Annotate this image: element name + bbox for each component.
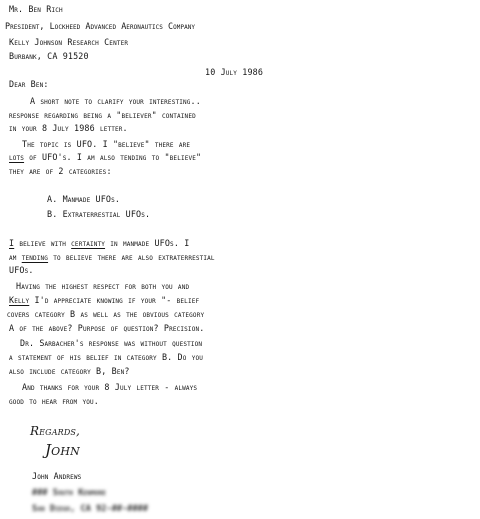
paragraph-1-line-2: response regarding being a "believer" contained	[9, 110, 196, 120]
recipient-address-1: Kelly Johnson Research Center	[9, 37, 129, 47]
paragraph-2-line-1: The topic is UFO. I "believe" there are	[22, 139, 191, 149]
sender-name: John Andrews	[32, 471, 82, 481]
paragraph-5-line-2: a statement of his belief in category B. Do you	[9, 352, 203, 362]
sender-address-redacted-2: San Diego, CA 92-##-####	[32, 503, 149, 513]
paragraph-3-line-3: UFOs.	[9, 265, 34, 275]
paragraph-3-line-1	[9, 239, 189, 247]
emphasis-tending: tending	[21, 252, 49, 262]
handwritten-signature: John	[45, 441, 80, 459]
emphasis-certainty: certainty	[71, 238, 106, 248]
paragraph-1-line-3: in your 8 July 1986 letter.	[9, 123, 128, 133]
paragraph-3-line-2-rest: to believe there are also extraterrestial	[48, 252, 215, 262]
closing: Regards,	[30, 424, 80, 438]
paragraph-1-line-1: A short note to clarify your interesting..	[30, 96, 201, 106]
paragraph-4-line-4: A of the above? Purpose of question? Precision.	[9, 323, 205, 333]
recipient-name: Mr. Ben Rich	[9, 4, 63, 14]
paragraph-4-line-3: covers category B as well as the obvious category	[7, 309, 205, 319]
category-b: B. Extraterrestial UFOs.	[47, 209, 151, 219]
paragraph-2-line-2	[9, 153, 201, 161]
letter-date: 10 July 1986	[205, 67, 264, 77]
emphasis-lots: lots	[9, 152, 25, 162]
salutation: Dear Ben:	[9, 79, 49, 89]
recipient-address-2: Burbank, CA 91520	[9, 51, 89, 61]
category-a: A. Manmade UFOs.	[47, 194, 121, 204]
paragraph-5-line-3: also include category B, Ben?	[9, 366, 130, 376]
paragraph-5-line-1: Dr. Sarbacher's response was without question	[20, 338, 203, 348]
emphasis-kelly: Kelly	[9, 295, 30, 305]
paragraph-6-line-2: good to hear from you.	[9, 396, 99, 406]
paragraph-3-line-2	[9, 253, 215, 261]
paragraph-3-line-1-rest: in manmade UFOs. I	[105, 238, 190, 248]
paragraph-4-line-2	[9, 296, 199, 304]
emphasis-i: I	[9, 238, 15, 248]
paragraph-3-line-2-pre: am	[9, 252, 22, 262]
paragraph-4-line-1: Having the highest respect for both you and	[16, 281, 190, 291]
paragraph-6-line-1: And thanks for your 8 July letter - always	[22, 382, 198, 392]
paragraph-4-line-2-rest: I'd appreciate knowing if your "- belief	[29, 295, 200, 305]
sender-address-redacted-1: ### South Kenmore	[32, 487, 106, 497]
paragraph-2-line-2-rest: of UFO's. I am also tending to "believe"	[24, 152, 202, 162]
paragraph-2-line-3: they are of 2 categories:	[9, 166, 112, 176]
paragraph-3-line-1-mid: believe with	[14, 238, 72, 248]
recipient-title: President, Lockheed Advanced Aeronautics Company	[5, 21, 196, 31]
